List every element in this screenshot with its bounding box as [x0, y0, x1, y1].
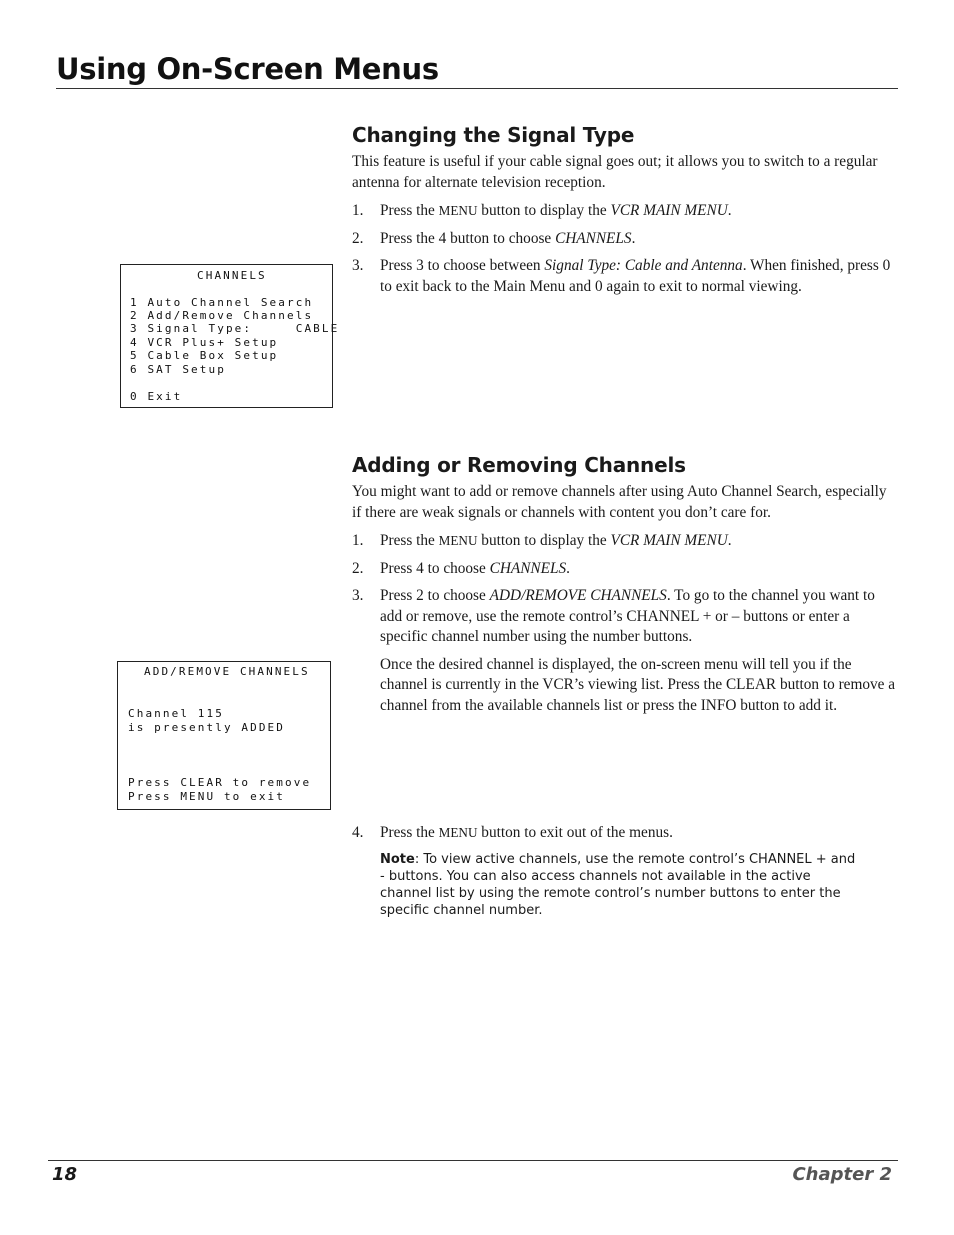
step-text: . When finished, press 0 to exit back to the Main Menu and 0 again to exit to normal viewing. [380, 257, 891, 295]
step-text: Press 3 to choose between [380, 257, 545, 274]
note-block [380, 851, 862, 919]
step-item [352, 586, 897, 716]
step-number: 2. [352, 229, 364, 247]
menu-item: 6 SAT Setup [130, 363, 226, 376]
step-text: Signal Type: Cable and Antenna [544, 257, 743, 274]
step-item [352, 201, 897, 222]
step-text: VCR MAIN MENU [610, 202, 728, 219]
step-number: 2. [352, 559, 364, 577]
step-text: Press the 4 button to choose [380, 229, 556, 247]
step-text: Press 2 to choose [380, 587, 490, 604]
step-text: . [727, 532, 732, 549]
note-label: Note [380, 852, 415, 867]
title-divider [56, 88, 898, 89]
menu-exit-item: 0 Exit [130, 390, 183, 403]
step-text: . [566, 559, 570, 577]
menu-line: Press MENU to exit [128, 790, 286, 803]
step-continuation: Once the desired channel is displayed, the on-screen menu will tell you if the channel is currently in the VCR’s viewing list. Press the CLEAR button to remove a channel from the available channels list or press the INFO button to add it. [380, 655, 896, 714]
step-number: 4. [352, 824, 364, 841]
step-item [352, 531, 897, 552]
section-adding-removing-channels [352, 452, 897, 716]
step-text: . [631, 229, 636, 247]
menu-item: 1 Auto Channel Search [130, 296, 314, 309]
step-text: button to display the [477, 532, 611, 549]
section-changing-signal-type [352, 122, 897, 297]
menu-line: Channel 115 [128, 707, 224, 720]
footer-divider [48, 1160, 898, 1161]
step-text: CHANNELS [555, 229, 632, 247]
step-text: CHANNELS [489, 559, 567, 577]
section-heading: Adding or Removing Channels [352, 453, 686, 477]
section-intro: You might want to add or remove channels after using Auto Channel Search, especially if there are weak signals or channels with content you don’t care for. [352, 483, 887, 521]
step-text: Press the [380, 824, 439, 841]
menu-item: 2 Add/Remove Channels [130, 309, 314, 322]
step-item [352, 229, 897, 250]
menu-item: 4 VCR Plus+ Setup [130, 336, 279, 349]
step-text: button to exit out of the menus. [477, 824, 673, 841]
step-text: VCR MAIN MENU [610, 532, 728, 549]
step-item [352, 823, 897, 844]
note-text: : To view active channels, use the remote control’s CHANNEL + and - buttons. You can also access channels not available in the active channel list by using the remote control’s number buttons to enter the specific channel number. [380, 852, 856, 918]
step-text: . To go to the channel you want to add or remove, use the remote control’s CHANNEL + or – buttons or enter a specific channel number using the number buttons. [380, 587, 875, 645]
menu-title: CHANNELS [197, 269, 267, 282]
step-4-block [352, 823, 897, 844]
step-text: MENU [438, 533, 478, 548]
step-text: Press the [380, 202, 439, 219]
section-heading: Changing the Signal Type [352, 123, 635, 147]
menu-line: is presently ADDED [128, 721, 286, 734]
step-list [352, 823, 897, 844]
chapter-label: Chapter 2 [792, 1164, 892, 1185]
step-text: ADD/REMOVE CHANNELS [489, 587, 667, 604]
menu-line: Press CLEAR to remove [128, 776, 312, 789]
step-list [352, 201, 897, 297]
step-text: Press 4 to choose [380, 559, 490, 577]
menu-title: ADD/REMOVE CHANNELS [144, 665, 310, 678]
menu-item: 5 Cable Box Setup [130, 349, 279, 362]
section-intro: This feature is useful if your cable signal goes out; it allows you to switch to a regular antenna for alternate television reception. [352, 153, 878, 191]
step-text: MENU [438, 825, 478, 840]
step-list [352, 531, 897, 716]
step-number: 1. [352, 202, 364, 219]
step-number: 3. [352, 257, 364, 274]
step-number: 1. [352, 532, 364, 549]
step-text: Press the [380, 532, 439, 549]
step-text: . [727, 202, 732, 219]
channels-menu-screen [120, 264, 340, 408]
menu-item: 3 Signal Type: CABLE [130, 322, 340, 335]
add-remove-menu-screen [117, 661, 331, 810]
page-number: 18 [52, 1164, 78, 1185]
step-item [352, 256, 897, 297]
step-text: MENU [438, 203, 478, 218]
step-item [352, 559, 897, 580]
step-number: 3. [352, 587, 364, 604]
page-title: Using On-Screen Menus [56, 52, 439, 86]
step-text: button to display the [477, 202, 611, 219]
